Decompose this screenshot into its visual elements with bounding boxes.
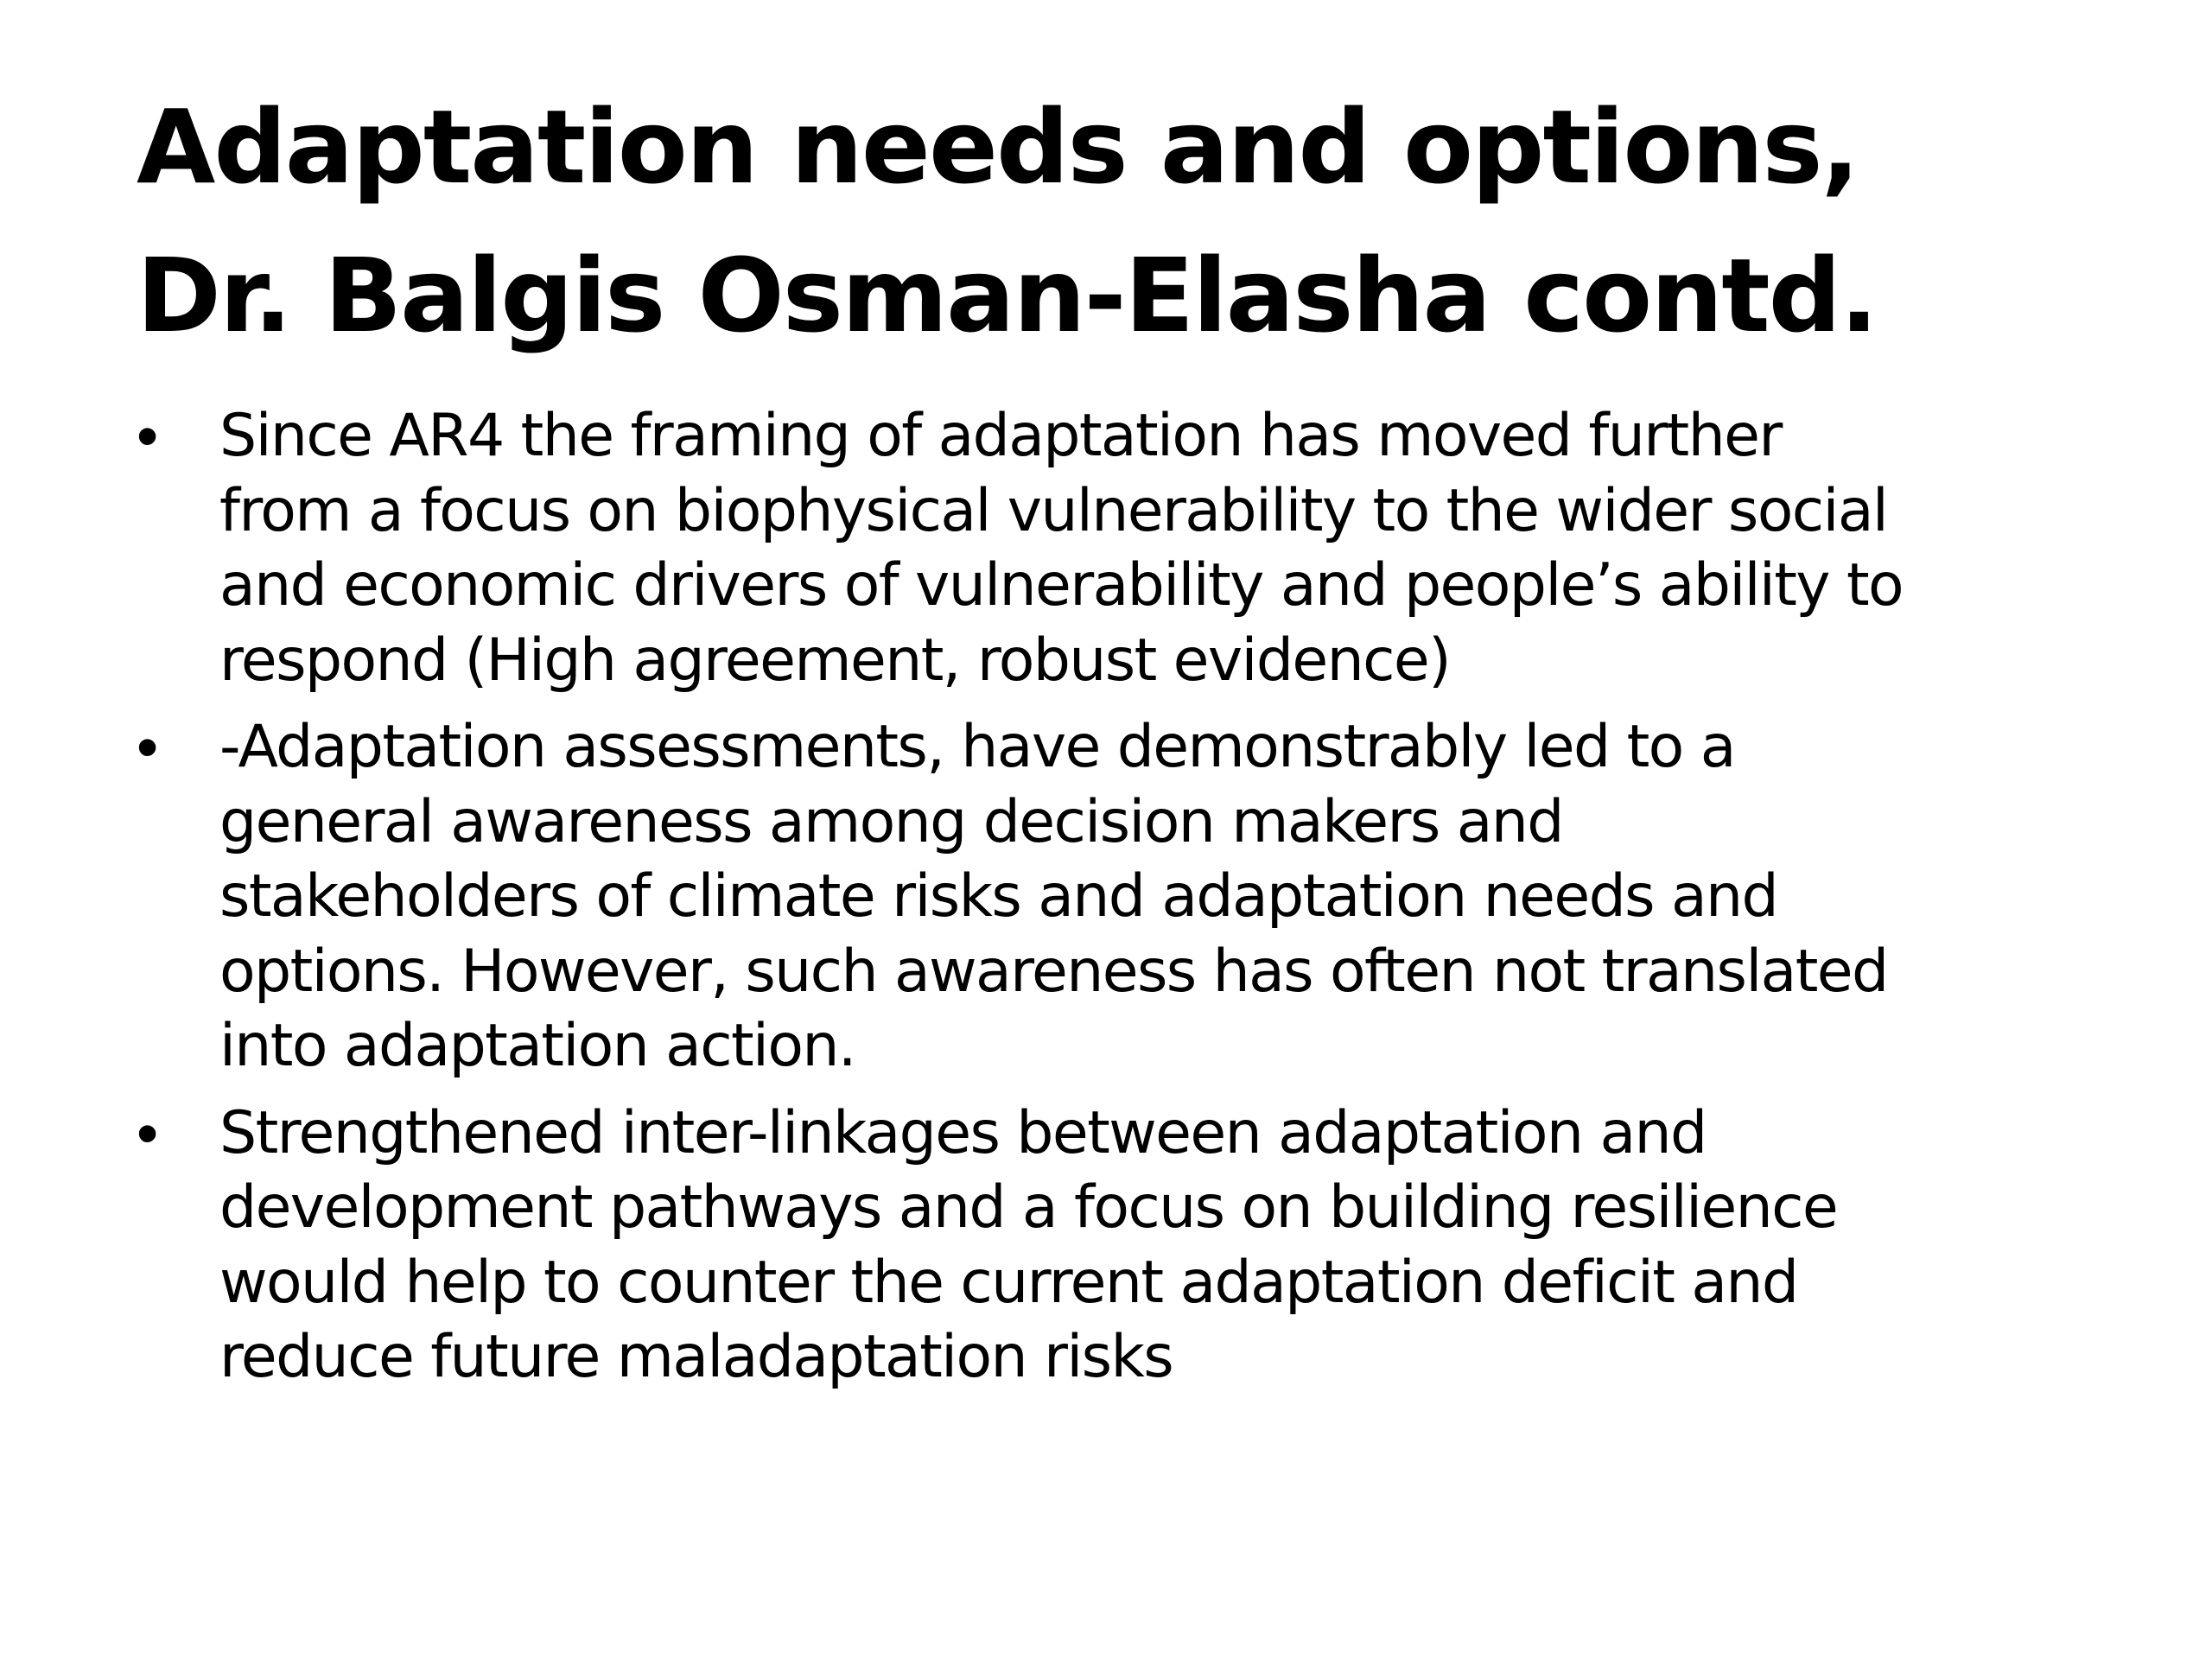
- bullet-line: into adaptation action.: [219, 1012, 855, 1080]
- bullet-marker: •: [137, 402, 159, 471]
- title-line-1: Adaptation needs and options,: [137, 87, 1859, 207]
- bullet-marker: •: [137, 713, 159, 782]
- bullet-line: reduce future maladaptation risks: [219, 1323, 1173, 1391]
- bullet-marker: •: [137, 1098, 159, 1168]
- bullet-line: and economic drivers of vulnerability and people’s ability to: [219, 551, 1904, 620]
- bullet-line: from a focus on biophysical vulnerability to the wider social: [219, 476, 1888, 545]
- bullet-line: options. However, such awareness has often not translated: [219, 937, 1888, 1006]
- bullet-item-inter-linkages: [130, 1096, 2100, 1395]
- bullet-line: stakeholders of climate risks and adaptation needs and: [219, 862, 1778, 931]
- title-line-2: Dr. Balgis Osman-Elasha contd.: [137, 236, 1877, 355]
- bullet-item-assessments: [130, 710, 2100, 1084]
- bullet-text: [219, 1096, 2100, 1395]
- bullet-line: would help to counter the current adaptation deficit and: [219, 1248, 1798, 1317]
- bullet-item-framing: [130, 399, 2100, 698]
- bullet-line: Strengthened inter-linkages between adaptation and: [219, 1098, 1707, 1167]
- bullet-line: -Adaptation assessments, have demonstrably led to a: [219, 713, 1735, 781]
- bullet-line: development pathways and a focus on building resilience: [219, 1173, 1838, 1242]
- bullet-text: [219, 399, 2100, 698]
- bullet-text: [219, 710, 2100, 1084]
- bullet-list: [130, 399, 2100, 1408]
- bullet-line: general awareness among decision makers and: [219, 787, 1563, 856]
- slide-title: [137, 73, 2089, 370]
- bullet-line: Since AR4 the framing of adaptation has moved further: [219, 402, 1782, 470]
- bullet-line: respond (High agreement, robust evidence): [219, 626, 1451, 695]
